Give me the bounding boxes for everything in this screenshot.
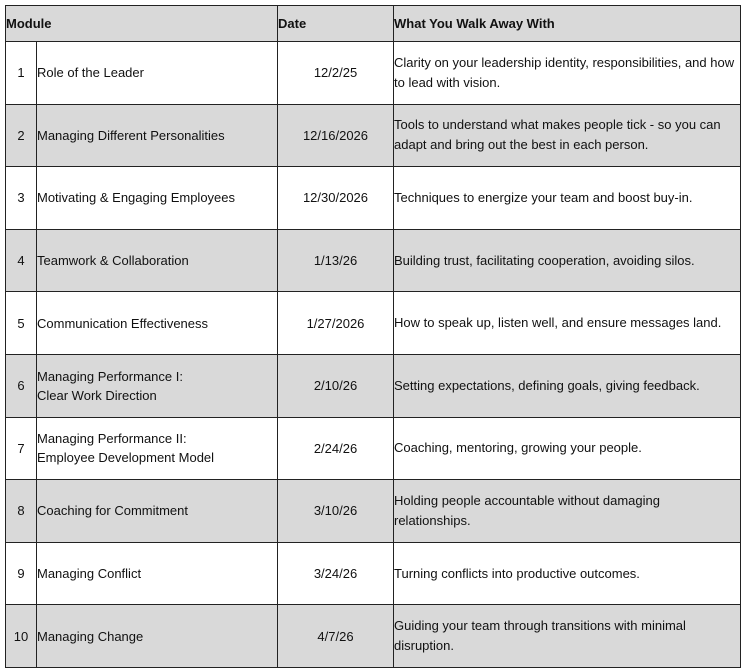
table-row	[6, 605, 741, 668]
module-title-line: Clear Work Direction	[37, 387, 157, 403]
module-title-line: Managing Different Personalities	[37, 127, 225, 143]
module-outcome: Techniques to energize your team and boost buy-in.	[394, 167, 741, 230]
module-outcome: Coaching, mentoring, growing your people.	[394, 417, 741, 480]
header-module: Module	[6, 6, 278, 42]
module-outcome: Building trust, facilitating cooperation, avoiding silos.	[394, 229, 741, 292]
module-title	[37, 42, 278, 105]
module-date: 12/30/2026	[278, 167, 394, 230]
module-title-line: Motivating & Engaging Employees	[37, 190, 236, 206]
module-outcome: Holding people accountable without damaging relationships.	[394, 480, 741, 543]
module-title	[37, 480, 278, 543]
module-date: 2/24/26	[278, 417, 394, 480]
module-title-line: Employee Development Model	[37, 450, 215, 466]
table-row	[6, 292, 741, 355]
header-date: Date	[278, 6, 394, 42]
module-title	[37, 605, 278, 668]
module-title-line: Communication Effectiveness	[37, 315, 209, 331]
module-title-line: Managing Performance II:	[37, 431, 187, 447]
module-title	[37, 292, 278, 355]
module-outcome: Clarity on your leadership identity, responsibilities, and how to lead with vision.	[394, 42, 741, 105]
module-title	[37, 167, 278, 230]
module-title	[37, 229, 278, 292]
header-outcome: What You Walk Away With	[394, 6, 741, 42]
module-title	[37, 417, 278, 480]
module-title-line: Teamwork & Collaboration	[37, 253, 189, 269]
module-outcome: Turning conflicts into productive outcomes.	[394, 542, 741, 605]
module-outcome: Tools to understand what makes people tick - so you can adapt and bring out the best in each person.	[394, 104, 741, 167]
table-row	[6, 42, 741, 105]
module-title-line: Role of the Leader	[37, 65, 144, 81]
table-row	[6, 104, 741, 167]
module-number: 8	[6, 480, 37, 543]
table-row	[6, 354, 741, 417]
module-number: 2	[6, 104, 37, 167]
table-row	[6, 542, 741, 605]
module-outcome: How to speak up, listen well, and ensure messages land.	[394, 292, 741, 355]
module-title	[37, 104, 278, 167]
module-number: 1	[6, 42, 37, 105]
module-date: 1/13/26	[278, 229, 394, 292]
table-row	[6, 167, 741, 230]
module-outcome: Setting expectations, defining goals, giving feedback.	[394, 354, 741, 417]
table-row	[6, 229, 741, 292]
module-date: 12/16/2026	[278, 104, 394, 167]
module-number: 10	[6, 605, 37, 668]
module-date: 3/24/26	[278, 542, 394, 605]
table-row	[6, 417, 741, 480]
module-number: 6	[6, 354, 37, 417]
module-schedule-table	[5, 5, 741, 668]
module-number: 4	[6, 229, 37, 292]
module-title-line: Managing Conflict	[37, 566, 142, 582]
module-title	[37, 354, 278, 417]
module-number: 5	[6, 292, 37, 355]
module-date: 4/7/26	[278, 605, 394, 668]
module-number: 9	[6, 542, 37, 605]
module-outcome: Guiding your team through transitions with minimal disruption.	[394, 605, 741, 668]
module-title	[37, 542, 278, 605]
module-date: 12/2/25	[278, 42, 394, 105]
table-body	[6, 42, 741, 668]
module-date: 1/27/2026	[278, 292, 394, 355]
header-row	[6, 6, 741, 42]
module-title-line: Managing Performance I:	[37, 368, 183, 384]
module-date: 2/10/26	[278, 354, 394, 417]
table-row	[6, 480, 741, 543]
module-number: 7	[6, 417, 37, 480]
module-date: 3/10/26	[278, 480, 394, 543]
module-number: 3	[6, 167, 37, 230]
module-title-line: Managing Change	[37, 628, 144, 644]
module-title-line: Coaching for Commitment	[37, 503, 188, 519]
